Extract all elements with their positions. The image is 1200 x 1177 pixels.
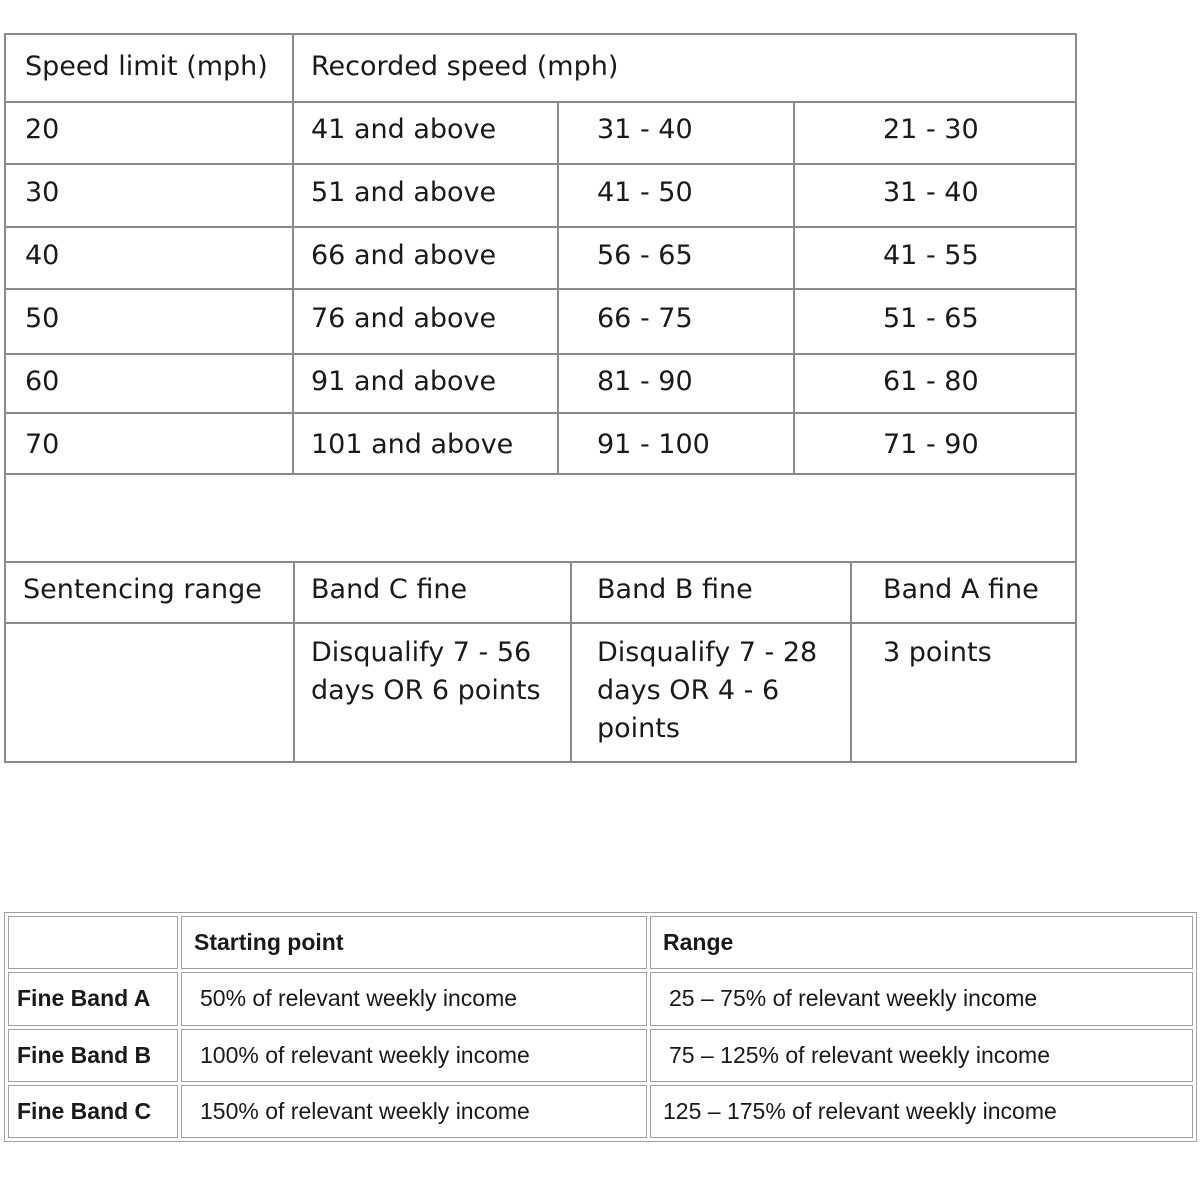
row-divider <box>6 226 1075 228</box>
band-c-speed-cell: 91 and above <box>311 366 497 397</box>
band-c-penalty-line2: days OR 6 points <box>311 675 541 706</box>
band-a-speed-cell: 61 - 80 <box>883 366 979 397</box>
band-a-speed-cell: 31 - 40 <box>883 177 979 208</box>
fine-band-label: Fine Band B <box>8 1029 178 1082</box>
fine-band-label: Fine Band A <box>8 972 178 1025</box>
header-range: Range <box>650 916 1193 969</box>
band-c-speed-cell: 51 and above <box>311 177 497 208</box>
speed-limit-cell: 60 <box>25 366 60 397</box>
band-a-penalty: 3 points <box>883 637 992 668</box>
range-cell: 125 – 175% of relevant weekly income <box>650 1085 1193 1138</box>
sentencing-range-label: Sentencing range <box>23 574 262 605</box>
band-b-fine-label: Band B fine <box>597 574 753 605</box>
speed-limit-cell: 20 <box>25 114 60 145</box>
row-divider <box>6 473 1075 475</box>
table-row <box>8 1085 1193 1138</box>
band-b-speed-cell: 31 - 40 <box>597 114 693 145</box>
speed-limit-cell: 40 <box>25 240 60 271</box>
speed-limit-cell: 50 <box>25 303 60 334</box>
band-a-speed-cell: 21 - 30 <box>883 114 979 145</box>
column-divider <box>293 561 295 763</box>
fine-band-label: Fine Band C <box>8 1085 178 1138</box>
table-row <box>8 916 1193 969</box>
speed-limit-cell: 70 <box>25 429 60 460</box>
header-recorded-speed: Recorded speed (mph) <box>311 51 619 82</box>
band-b-speed-cell: 66 - 75 <box>597 303 693 334</box>
speed-limit-cell: 30 <box>25 177 60 208</box>
band-b-penalty-line3: points <box>597 713 680 744</box>
band-a-speed-cell: 71 - 90 <box>883 429 979 460</box>
table-row <box>8 1029 1193 1082</box>
column-divider <box>850 561 852 763</box>
row-divider <box>6 561 1075 563</box>
row-divider <box>6 101 1075 103</box>
column-divider <box>557 101 559 473</box>
band-c-speed-cell: 66 and above <box>311 240 497 271</box>
range-cell: 75 – 125% of relevant weekly income <box>650 1029 1193 1082</box>
band-b-speed-cell: 56 - 65 <box>597 240 693 271</box>
band-a-speed-cell: 41 - 55 <box>883 240 979 271</box>
table-row <box>8 972 1193 1025</box>
band-a-fine-label: Band A fine <box>883 574 1039 605</box>
row-divider <box>6 412 1075 414</box>
band-b-speed-cell: 41 - 50 <box>597 177 693 208</box>
speed-sentencing-table <box>4 33 1077 763</box>
column-divider <box>292 35 294 473</box>
band-c-speed-cell: 41 and above <box>311 114 497 145</box>
column-divider <box>570 561 572 763</box>
band-b-penalty-line1: Disqualify 7 - 28 <box>597 637 818 668</box>
fine-bands-table <box>4 912 1197 1142</box>
band-c-penalty-line1: Disqualify 7 - 56 <box>311 637 532 668</box>
range-cell: 25 – 75% of relevant weekly income <box>650 972 1193 1025</box>
band-b-speed-cell: 81 - 90 <box>597 366 693 397</box>
band-c-speed-cell: 76 and above <box>311 303 497 334</box>
band-c-speed-cell: 101 and above <box>311 429 514 460</box>
band-b-penalty-line2: days OR 4 - 6 <box>597 675 780 706</box>
starting-point-cell: 150% of relevant weekly income <box>181 1085 647 1138</box>
band-c-fine-label: Band C fine <box>311 574 468 605</box>
row-divider <box>6 622 1075 624</box>
starting-point-cell: 50% of relevant weekly income <box>181 972 647 1025</box>
starting-point-cell: 100% of relevant weekly income <box>181 1029 647 1082</box>
band-b-speed-cell: 91 - 100 <box>597 429 710 460</box>
band-a-speed-cell: 51 - 65 <box>883 303 979 334</box>
header-starting-point: Starting point <box>181 916 647 969</box>
header-blank-cell <box>8 916 178 969</box>
row-divider <box>6 288 1075 290</box>
row-divider <box>6 163 1075 165</box>
row-divider <box>6 353 1075 355</box>
header-speed-limit: Speed limit (mph) <box>25 51 268 82</box>
column-divider <box>793 101 795 473</box>
